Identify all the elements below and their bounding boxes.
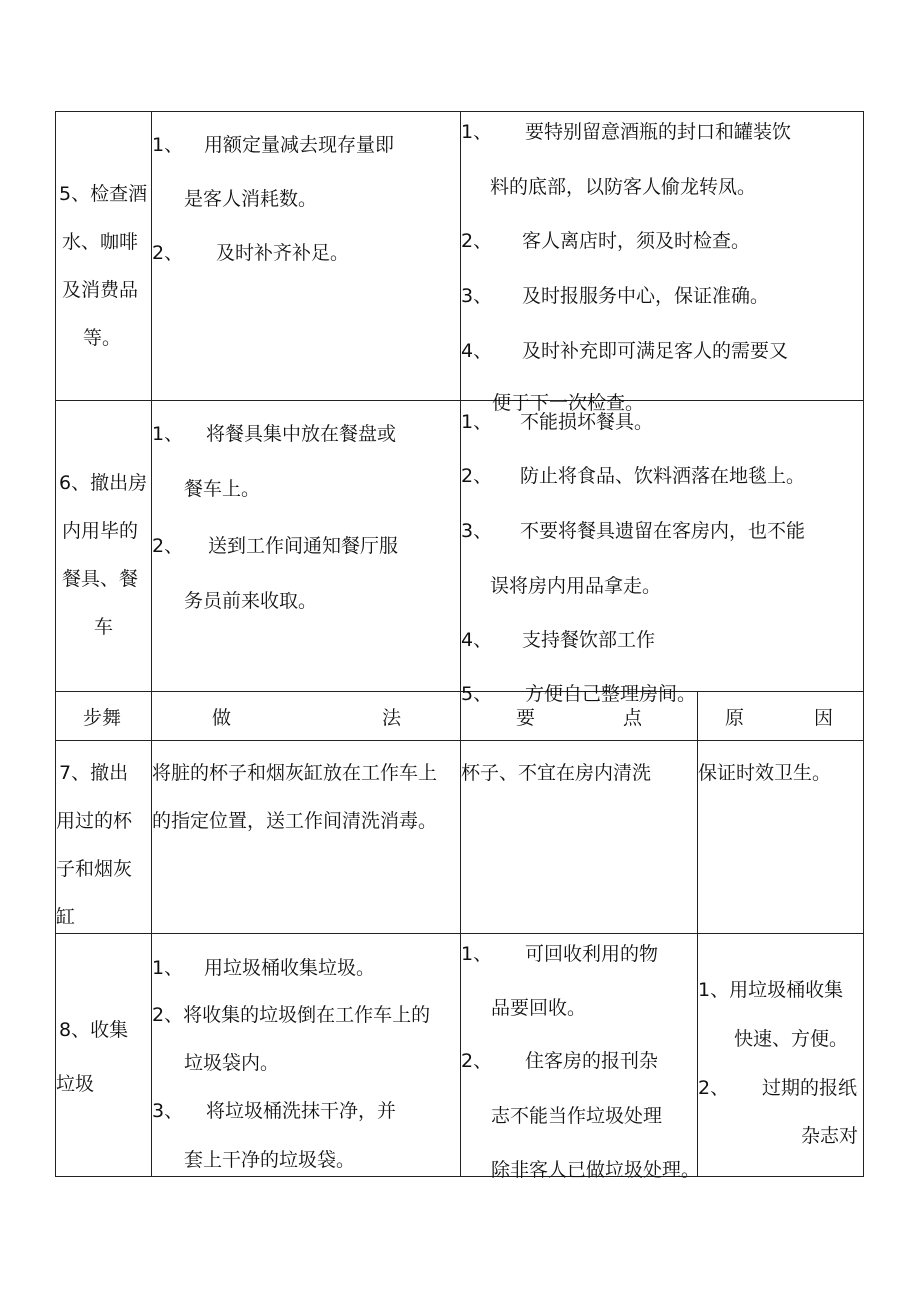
row5-method-line: 1、 <box>152 134 184 156</box>
row8-step-line: 8、收集 <box>59 1019 129 1041</box>
row7-step-line: 缸 <box>56 906 76 928</box>
header-method-a: 做 <box>212 707 232 729</box>
row7-step-line: 用过的杯 <box>56 810 133 832</box>
header-reason-b: 因 <box>814 707 834 729</box>
row8-points-line: 住客房的报刊杂 <box>525 1050 659 1072</box>
row5-method-cell <box>152 112 460 400</box>
row5-points-cell <box>461 112 863 414</box>
row6-points-line: 4、 <box>461 629 493 651</box>
row7-method-line: 的指定位置，送工作间清洗消毒。 <box>152 810 438 832</box>
row6-method-line: 将餐具集中放在餐盘或 <box>206 423 397 445</box>
row8-points-line: 2、 <box>461 1050 493 1072</box>
row6-method-line: 送到工作间通知餐厅服 <box>208 535 399 557</box>
row5-step-cell <box>56 112 151 400</box>
row5-points-line: 料的底部，以防客人偷龙转凤。 <box>490 176 757 198</box>
row5-points-line: 要特别留意酒瓶的封口和罐装饮 <box>525 121 792 143</box>
row7-method-line: 将脏的杯子和烟灰缸放在工作车上 <box>152 762 438 784</box>
header-points-b: 点 <box>623 707 643 729</box>
row6-points-line: 防止将食品、饮料洒落在地毯上。 <box>520 465 806 487</box>
row8-points-line: 可回收利用的物 <box>525 943 659 965</box>
row8-step-cell <box>56 934 151 1176</box>
row6-points-line: 误将房内用品拿走。 <box>490 575 662 597</box>
row7-step-line: 7、撤出 <box>59 762 129 784</box>
row5-method-line: 2、 <box>152 242 184 264</box>
row8-reason-line: 杂志对 <box>801 1125 859 1147</box>
row5-points-line: 及时补充即可满足客人的需要又 <box>522 340 789 362</box>
row8-points-cell <box>461 934 701 1181</box>
row5-points-line: 2、 <box>461 230 493 252</box>
row6-method-cell <box>152 401 460 691</box>
row7-points-line: 杯子、不宜在房内清洗 <box>461 762 652 784</box>
row6-points-line: 不要将餐具遗留在客房内，也不能 <box>520 520 806 542</box>
row6-points-line: 2、 <box>461 465 493 487</box>
row7-method-cell <box>152 741 460 933</box>
row6-points-line: 方便自己整理房间。 <box>525 683 697 705</box>
row6-step-line: 内用毕的 <box>62 520 139 542</box>
row6-points-line: 3、 <box>461 520 493 542</box>
row8-points-line: 1、 <box>461 943 493 965</box>
row6-step-line: 餐具、餐 <box>62 568 139 590</box>
table-header-row <box>56 692 863 740</box>
row8-points-line: 除非客人已做垃圾处理。 <box>491 1159 701 1181</box>
row6-points-line: 5、 <box>461 683 493 705</box>
row5-step-line: 水、咖啡 <box>62 231 139 253</box>
row5-points-line: 3、 <box>461 285 493 307</box>
row6-points-cell <box>461 401 863 705</box>
row8-reason-line: 2、 <box>698 1077 730 1099</box>
row8-points-line: 品要回收。 <box>491 997 587 1019</box>
row5-points-line: 4、 <box>461 340 493 362</box>
row7-points-cell <box>461 741 697 933</box>
row8-method-line: 3、 <box>152 1100 184 1122</box>
row8-method-line: 1、 <box>152 957 184 979</box>
row7-step-cell <box>56 741 151 933</box>
row6-step-line: 6、撤出房 <box>59 472 148 494</box>
row7-reason-line: 保证时效卫生。 <box>698 762 832 784</box>
row8-reason-line: 1、用垃圾桶收集 <box>698 979 844 1001</box>
header-points-a: 要 <box>516 707 536 729</box>
row6-points-line: 1、 <box>461 411 493 433</box>
row8-reason-line: 过期的报纸 <box>762 1077 858 1099</box>
row8-reason-line: 快速、方便。 <box>734 1028 849 1050</box>
row5-points-line: 客人离店时，须及时检查。 <box>522 230 751 252</box>
row6-step-line: 车 <box>94 616 114 638</box>
header-step: 步舞 <box>83 707 122 729</box>
row7-step-line: 子和烟灰 <box>56 858 133 880</box>
row6-method-line: 务员前来收取。 <box>184 590 318 612</box>
row8-method-line: 2、将收集的垃圾倒在工作车上的 <box>152 1004 431 1026</box>
row6-points-line: 不能损坏餐具。 <box>520 411 654 433</box>
row8-method-line: 将垃圾桶洗抹干净，并 <box>206 1100 397 1122</box>
row5-method-line: 及时补齐补足。 <box>216 242 350 264</box>
row8-reason-cell <box>698 934 863 1176</box>
row6-method-line: 餐车上。 <box>184 478 261 500</box>
row8-points-line: 志不能当作垃圾处理 <box>491 1105 663 1127</box>
row5-method-line: 用额定量减去现存量即 <box>204 134 395 156</box>
row6-method-line: 1、 <box>152 423 184 445</box>
header-reason-a: 原 <box>725 707 745 729</box>
row8-method-line: 套上干净的垃圾袋。 <box>184 1149 356 1171</box>
row6-method-line: 2、 <box>152 535 184 557</box>
row8-method-cell <box>152 934 460 1176</box>
row5-step-line: 等。 <box>83 327 122 349</box>
row7-reason-cell <box>698 741 863 933</box>
row5-step-line: 5、检查酒 <box>59 183 148 205</box>
row5-points-line: 及时报服务中心，保证准确。 <box>522 285 770 307</box>
row5-points-line: 便于下一次检查。 <box>492 392 645 414</box>
row8-method-line: 用垃圾桶收集垃圾。 <box>204 957 376 979</box>
row8-method-line: 垃圾袋内。 <box>184 1052 280 1074</box>
header-method-b: 法 <box>382 707 402 729</box>
row6-points-line: 支持餐饮部工作 <box>522 629 656 651</box>
row5-step-line: 及消费品 <box>62 279 139 301</box>
row5-points-line: 1、 <box>461 121 493 143</box>
row6-step-cell <box>56 401 151 691</box>
row5-method-line: 是客人消耗数。 <box>184 188 318 210</box>
row8-step-line: 垃圾 <box>56 1073 95 1095</box>
